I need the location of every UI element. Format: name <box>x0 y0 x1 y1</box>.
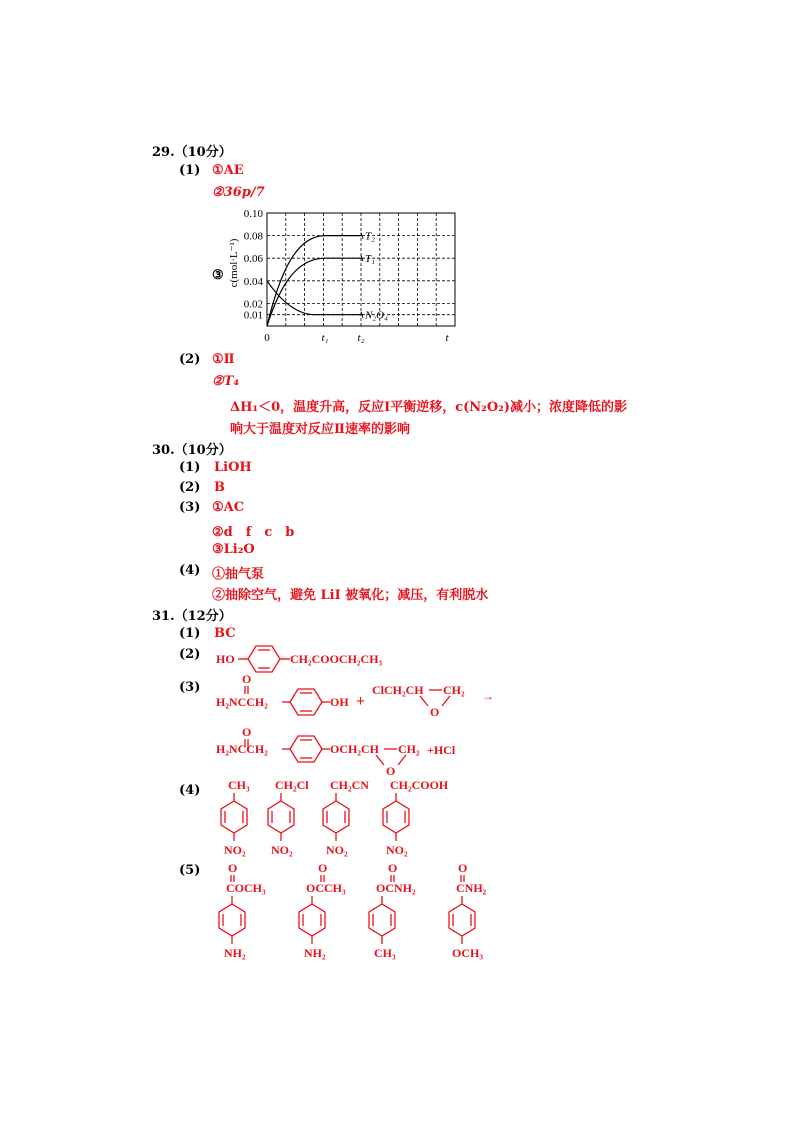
q30-p3-answer-c: ③Li₂O <box>212 542 255 557</box>
p4-structure-3 <box>323 778 369 857</box>
p3-r2-epoxide-o: O <box>430 705 440 719</box>
p4-structure-4 <box>383 778 449 857</box>
p4-nitro-2: NO₂ <box>271 843 293 857</box>
q30-p1-label: (1) <box>179 460 201 475</box>
series-line <box>267 258 361 326</box>
p3-r2-chloro-chain: ClCH₂CH <box>372 683 424 697</box>
series-label: N₂O₄ <box>365 309 388 322</box>
q29-header: 29.（10分） <box>152 145 232 160</box>
q29-p2-answer-b: ②T₄ <box>212 374 240 389</box>
q29-p1-answer-c-label: ③ <box>212 268 224 283</box>
x-tick-label: t <box>445 332 449 344</box>
q30-p3-label: (3) <box>179 500 201 515</box>
p3-r1-hydroxyl: OH <box>330 695 349 709</box>
x-tick-label: t₂ <box>357 332 365 344</box>
p4-nitro-1: NO₂ <box>224 843 246 857</box>
q30-p3-answer-b: ②d f c b <box>212 525 295 540</box>
q29-p1-answer-b: ②36p/7 <box>212 185 265 200</box>
p5-structure-3 <box>369 861 416 960</box>
q31-p4-label: (4) <box>179 783 201 798</box>
p4-structure-1 <box>221 778 250 857</box>
y-tick-label: 0.04 <box>243 275 263 288</box>
q31-p3-label: (3) <box>179 680 201 695</box>
p5-bottom-1: NH₂ <box>224 946 246 960</box>
x-tick-label: 0 <box>264 332 270 344</box>
q30-p3-answer-a: ①AC <box>212 500 245 515</box>
q29-p2-label: (2) <box>179 352 201 367</box>
p4-sub-1: CH₃ <box>228 778 250 792</box>
p3-arrow: → <box>482 689 494 703</box>
y-tick-label: 0.08 <box>243 230 263 243</box>
q31-p3-reactants <box>210 672 510 722</box>
q29-p2-explanation-line2: 响大于温度对反应Ⅱ速率的影响 <box>230 422 410 437</box>
q30-p4-answer-a: ①抽气泵 <box>212 567 265 582</box>
p4-sub-4: CH₂COOH <box>390 778 449 792</box>
q29-p2-answer-a: ①Ⅱ <box>212 352 235 367</box>
p4-sub-2: CH₂Cl <box>275 778 309 792</box>
p3-r2-ch2: CH₂ <box>443 683 465 697</box>
q31-header: 31.（12分） <box>152 609 232 624</box>
p5-top-2: OCCH₃ <box>306 881 346 895</box>
q29-p2-explanation-line1: ΔH₁＜0，温度升高，反应Ⅰ平衡逆移，c(N₂O₂)减小；浓度降低的影 <box>230 400 628 415</box>
concentration-time-chart <box>225 205 470 345</box>
p3-plus: + <box>356 693 366 710</box>
q30-p4-label: (4) <box>179 563 201 578</box>
p5-o-2: O <box>318 861 328 875</box>
p3-p-epoxide-o: O <box>386 764 396 778</box>
p2-ho-label: HO <box>216 652 235 666</box>
q30-p4-answer-b: ②抽除空气，避免 LiI 被氧化；减压，有利脱水 <box>212 588 489 603</box>
p4-structure-2 <box>268 778 309 857</box>
q31-p1-label: (1) <box>179 626 201 641</box>
p3-p-hcl: +HCl <box>427 743 456 757</box>
y-tick-label: 0.10 <box>243 208 263 220</box>
q31-p5-label: (5) <box>179 863 201 878</box>
p3-p-amide: H₂NCCH₂ <box>216 742 268 756</box>
p2-ester-chain: CH₂COOCH₂CH₃ <box>290 652 383 666</box>
p5-top-4: CNH₂ <box>456 881 487 895</box>
q31-p5-structures <box>200 858 520 968</box>
p5-bottom-4: OCH₃ <box>452 946 483 960</box>
p3-p-ether-chain: OCH₂CH <box>330 742 379 756</box>
series-line <box>267 281 361 315</box>
y-tick-label: 0.02 <box>243 298 263 311</box>
q31-p4-structures <box>200 775 460 865</box>
q30-header: 30.（10分） <box>152 443 232 458</box>
series-label: T₁ <box>365 253 375 266</box>
p3-p-carbonyl-o: O <box>242 725 252 739</box>
q30-p1-answer: LiOH <box>214 460 252 475</box>
q30-p2-label: (2) <box>179 480 201 495</box>
p5-structure-1 <box>219 861 266 960</box>
x-tick-label: t₁ <box>321 332 329 344</box>
q29-p1-label: (1) <box>179 163 201 178</box>
q31-p2-label: (2) <box>179 647 201 662</box>
p5-o-4: O <box>458 861 468 875</box>
p4-sub-3: CH₂CN <box>330 778 369 792</box>
p4-nitro-3: NO₂ <box>326 843 348 857</box>
p3-p-ch2: CH₂ <box>398 742 420 756</box>
p3-r1-carbonyl-o: O <box>242 672 252 686</box>
q31-p1-answer: BC <box>214 626 236 641</box>
q31-p3-products <box>210 725 490 780</box>
p5-o-1: O <box>228 861 238 875</box>
p3-r1-amide: H₂NCCH₂ <box>216 695 268 709</box>
p5-top-1: COCH₃ <box>226 881 266 895</box>
p5-bottom-3: CH₃ <box>374 946 396 960</box>
p5-structure-2 <box>299 861 346 960</box>
q29-p1-answer-a: ①AE <box>212 163 244 178</box>
q30-p2-answer: B <box>214 480 225 495</box>
p4-nitro-4: NO₂ <box>386 843 408 857</box>
series-label: T₂ <box>365 230 375 243</box>
y-axis-label: c(mol·L⁻¹) <box>228 238 240 288</box>
y-tick-label: 0.01 <box>243 309 263 322</box>
p5-o-3: O <box>388 861 398 875</box>
p5-structure-4 <box>449 861 487 960</box>
p5-bottom-2: NH₂ <box>304 946 326 960</box>
y-tick-label: 0.06 <box>243 253 263 266</box>
p5-top-3: OCNH₂ <box>376 881 416 895</box>
